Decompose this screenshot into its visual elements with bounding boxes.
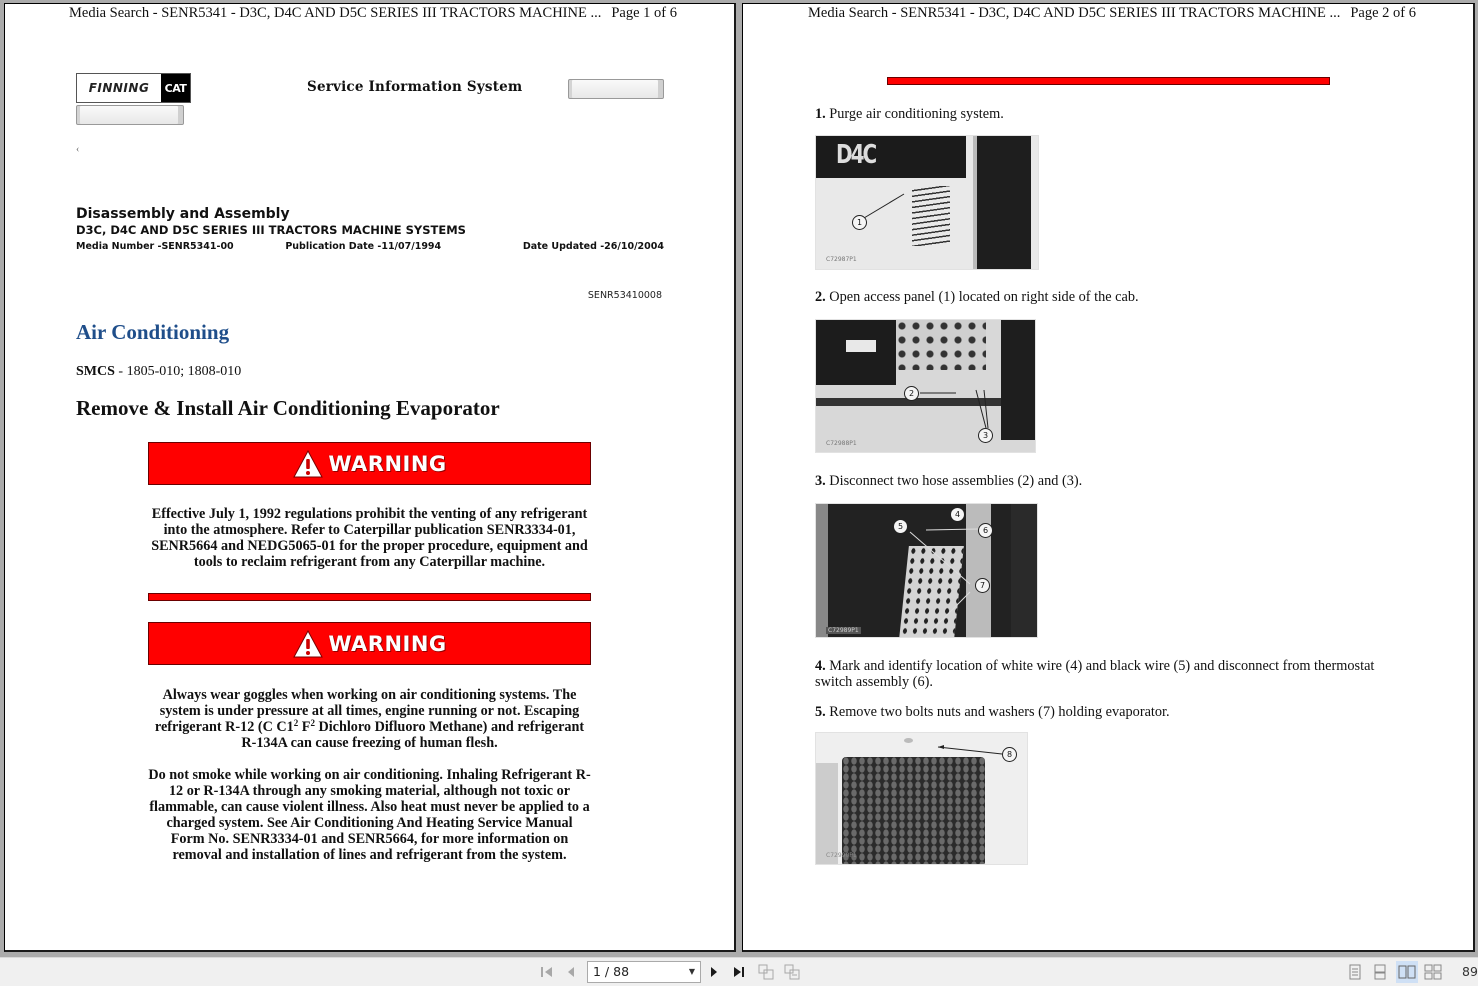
figure-evaporator — [815, 732, 1028, 865]
media-number: Media Number -SENR5341-00 — [76, 241, 234, 252]
step-number: 5. — [815, 704, 826, 720]
smcs-values: - 1805-010; 1808-010 — [114, 364, 242, 379]
running-header — [69, 5, 677, 22]
header-form-button-right[interactable] — [568, 79, 664, 99]
callout-4: 4 — [950, 507, 965, 522]
document-type: Disassembly and Assembly — [76, 206, 290, 222]
step-text: Disconnect two hose assemblies (2) and (3). — [825, 473, 1083, 489]
cat-logo-badge: CAT — [161, 74, 190, 102]
figure-code: C72988P1 — [826, 440, 857, 447]
back-arrow-icon[interactable]: ‹ — [76, 144, 80, 155]
last-page-icon[interactable] — [731, 962, 747, 982]
figure-hose-assemblies — [815, 319, 1036, 453]
figure-code: C72989P1 — [828, 627, 859, 634]
smcs-codes — [76, 364, 241, 380]
step-text: Open access panel (1) located on right side of the cab. — [825, 289, 1139, 305]
warning-triangle-icon — [292, 629, 324, 659]
warning-triangle-icon — [292, 449, 324, 479]
step-text: Purge air conditioning system. — [825, 106, 1004, 122]
procedure-step — [815, 473, 1415, 489]
figure-code: C72990P1 — [826, 852, 857, 859]
callout-5: 5 — [893, 519, 908, 534]
warning-divider — [887, 77, 1330, 85]
date-updated: Date Updated -26/10/2004 — [522, 241, 664, 252]
step-number: 4. — [815, 658, 826, 674]
warning-text-part: Always wear goggles when working on air conditioning systems. The system is under pressure at all times, engine running or not. Escaping refrigerant R-12 (C C1 — [154, 687, 580, 735]
procedure-step — [815, 704, 1415, 720]
document-subject: D3C, D4C AND D5C SERIES III TRACTORS MACHINE SYSTEMS — [76, 223, 466, 237]
document-page-1 — [4, 3, 736, 952]
step-number: 1. — [815, 106, 826, 122]
dropdown-caret-icon: ▼ — [688, 967, 695, 976]
publication-date: Publication Date -11/07/1994 — [285, 241, 442, 252]
figure-access-panel — [815, 135, 1039, 270]
procedure-title: Remove & Install Air Conditioning Evaporator — [76, 396, 500, 420]
step-number: 3. — [815, 473, 826, 489]
callout-1: 1 — [852, 215, 867, 230]
system-title: Service Information System — [307, 79, 523, 95]
two-page-continuous-view-icon[interactable] — [1422, 961, 1444, 983]
document-page-2 — [742, 3, 1475, 952]
step-text: Remove two bolts nuts and washers (7) holding evaporator. — [825, 704, 1170, 720]
step-text: Mark and identify location of white wire (4) and black wire (5) and disconnect from thermostat switch assembly (6). — [815, 658, 1375, 690]
callout-6: 6 — [978, 523, 993, 538]
superscript: 2 — [293, 718, 299, 728]
page-number-select[interactable] — [587, 961, 701, 983]
fit-page-icon[interactable] — [783, 962, 801, 982]
warning-label: WARNING — [328, 451, 447, 476]
callout-3: 3 — [978, 428, 993, 443]
header-form-button-left[interactable] — [76, 105, 184, 125]
procedure-step — [815, 106, 1415, 122]
smcs-label: SMCS — [76, 364, 115, 379]
prev-page-icon[interactable] — [564, 962, 578, 982]
callout-7: 7 — [975, 578, 990, 593]
figure-thermostat-wires — [815, 503, 1038, 638]
warning-text: Effective July 1, 1992 regulations prohibit the venting of any refrigerant into the atmosphere. Refer to Caterpillar publication SENR3334-01, SENR5664 and NEDG5065-01 for the proper procedure, equipment and tools to reclaim refrigerant from any Caterpillar machine. — [151, 506, 588, 570]
warning-label: WARNING — [328, 631, 447, 656]
page-indicator: 1 / 88 — [593, 964, 630, 979]
running-header-title: Media Search - SENR5341 - D3C, D4C AND D5C SERIES III TRACTORS MACHINE ... — [69, 5, 602, 21]
zoom-level[interactable]: 89 — [1462, 964, 1478, 979]
warning-text: Do not smoke while working on air conditioning. Inhaling Refrigerant R-12 or R-134A through any smoking material, although not toxic or flammable, can cause violent illness. Also heat must never be applied to a charged system. See Air Conditioning And Heating Service Manual Form No. SENR3334-01 and SENR5664, for more information on removal and installation of lines and refrigerant from the system. — [148, 767, 591, 863]
page-number-label: Page 2 of 6 — [1350, 5, 1416, 21]
warning-text-part: Dichloro Difluoro Methane) and refrigerant R-134A can cause freezing of human flesh. — [241, 719, 585, 751]
superscript: 2 — [310, 718, 315, 728]
warning-banner — [148, 442, 591, 485]
procedure-step — [815, 658, 1415, 690]
running-header-title: Media Search - SENR5341 - D3C, D4C AND D5C SERIES III TRACTORS MACHINE ... — [808, 5, 1341, 21]
page-number-label: Page 1 of 6 — [611, 5, 677, 21]
finning-cat-logo — [76, 73, 191, 103]
document-id: SENR53410008 — [587, 290, 662, 301]
two-page-view-icon[interactable] — [1396, 961, 1418, 983]
document-metadata — [76, 206, 664, 252]
model-badge: D4C — [836, 138, 876, 170]
viewer-toolbar — [0, 957, 1478, 986]
warning-text — [148, 687, 591, 751]
single-page-view-icon[interactable] — [1344, 961, 1366, 983]
warning-banner — [148, 622, 591, 665]
procedure-step — [815, 289, 1415, 305]
running-header — [808, 5, 1416, 22]
figure-code: C72987P1 — [826, 256, 857, 263]
first-page-icon[interactable] — [539, 962, 555, 982]
step-number: 2. — [815, 289, 826, 305]
rotate-page-icon[interactable] — [757, 962, 775, 982]
warning-divider — [148, 593, 591, 601]
callout-8: 8 — [1002, 747, 1017, 762]
callout-2: 2 — [904, 386, 919, 401]
section-title: Air Conditioning — [76, 320, 230, 344]
finning-logo-text: FINNING — [88, 81, 150, 95]
next-page-icon[interactable] — [707, 962, 721, 982]
continuous-view-icon[interactable] — [1369, 961, 1391, 983]
warning-text-part: F — [298, 719, 311, 735]
